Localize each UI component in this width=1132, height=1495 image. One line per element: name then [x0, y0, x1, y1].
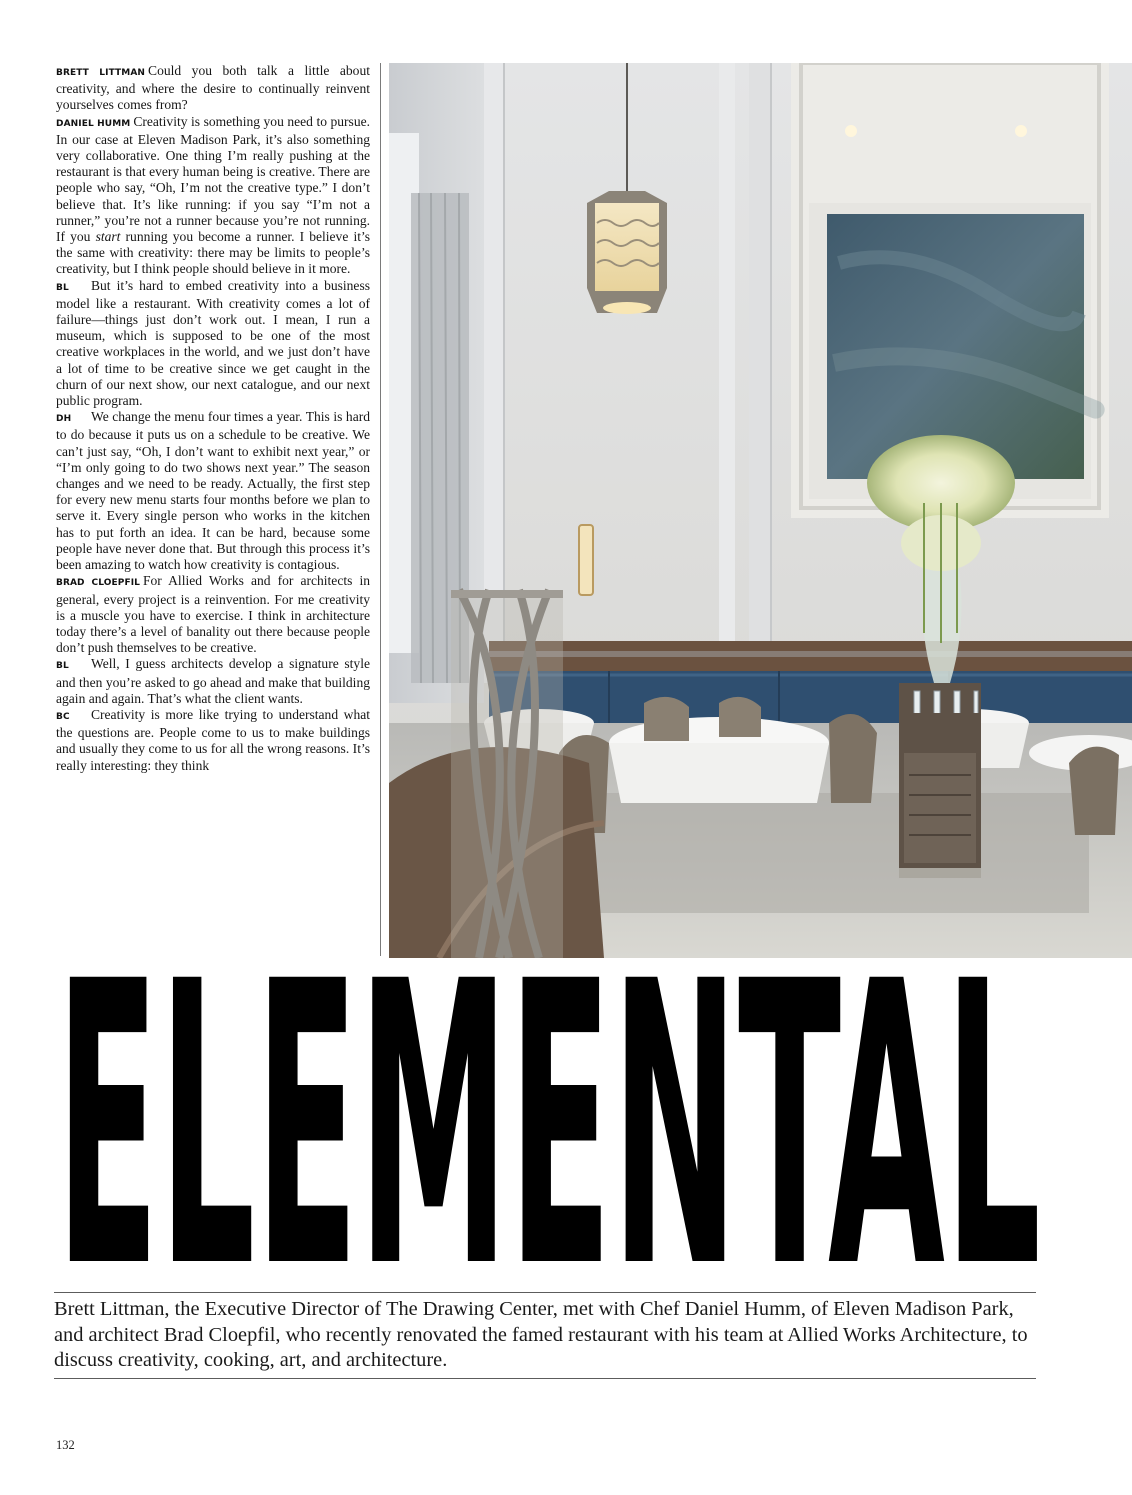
photo-ceiling-light [845, 125, 857, 137]
speaker-label: BRAD CLOEPFIL [56, 578, 140, 589]
speaker-label: BC [56, 711, 70, 722]
photo-banquette [489, 671, 1132, 723]
interview-text: We change the menu four times a year. This is hard to do because it puts us on a schedule to be creative. We can’t just say, “Oh, I don’t want to exhibit next year,” or “I’m only going to do two shows next year.” The season changes and we need to be ready. Actually, the first step for every new menu starts four months before we plan to serve it. Every single person who works in the kitchen has to put forth an idea. It can be hard, because some people have never done that. But through this process it’s been amazing to watch how creativity is contagious. [56, 409, 370, 573]
speaker-label: DANIEL HUMM [56, 118, 131, 129]
restaurant-photo [389, 63, 1132, 958]
column-rule [380, 63, 381, 956]
interview-emphasis: start [95, 229, 121, 245]
page-number: 132 [56, 1438, 75, 1452]
photo-chair [719, 697, 761, 737]
interview-text: Creativity is more like trying to understand what the questions are. People come to us to make buildings and usually they come to us for all the wrong reasons. It’s really interesting: they think [56, 706, 370, 773]
speaker-label: BL [56, 661, 69, 672]
interview-paragraph [56, 656, 370, 707]
interview-text: But it’s hard to embed creativity into a business model like a restaurant. With creativity comes a lot of failure—things just don’t work out. I mean, I run a museum, which is supposed to be one of the most creative workplaces in the world, and we just don’t have a lot of time to be creative since we get caught in the churn of our next show, our next catalogue, and our next public program. [56, 277, 370, 409]
interview-text: running you become a runner. I believe it’s the same with creativity: there may be limits to people’s creativity, but I think people should believe in it more. [56, 229, 370, 277]
speaker-label: BL [56, 282, 69, 293]
interview-text: Could you both talk a little about creativity, and where the desire to continually reinvent yourselves comes from? [56, 63, 370, 113]
interview-paragraph [56, 114, 370, 278]
photo-sconce [579, 525, 593, 595]
interview-text: Well, I guess architects develop a signature style and then you’re asked to go ahead and make that building again and again. That’s what the client wants. [56, 656, 370, 706]
interview-paragraph [56, 63, 370, 114]
speaker-label: BRETT LITTMAN [56, 68, 146, 78]
headline-text: ELEMENTAL [56, 975, 1041, 1267]
interview-paragraph [56, 409, 370, 573]
interview-text: Creativity is something you need to pursue. In our case at Eleven Madison Park, it’s also something very collaborative. One thing I’m really pushing at the restaurant is that every human being is creative. There are people who say, “Oh, I’m not the creative type.” I don’t believe that. It’s like running: if you say “I’m not a runner,” you’re not a runner because you’re not running. If you [56, 113, 370, 245]
photo-chair [1069, 747, 1119, 835]
speaker-label: DH [56, 414, 72, 425]
intro-text: Brett Littman, the Executive Director of The Drawing Center, met with Chef Daniel Humm, of Eleven Madison Park, and architect Brad Cloepfil, who recently renovated the famed restaurant with his team at Allied Works Architecture, to discuss creativity, cooking, art, and architecture. [54, 1298, 1028, 1371]
photo-ceiling-light [1015, 125, 1027, 137]
interview-paragraph [56, 573, 370, 656]
interview-paragraph [56, 278, 370, 410]
interview-paragraph [56, 707, 370, 774]
headline [56, 975, 1041, 1267]
photo-chair [829, 714, 877, 803]
interview-text: For Allied Works and for architects in general, every project is a reinvention. For me creativity is a muscle you have to exercise. I think in architecture today there’s a level of banality out there because people don’t push themselves to be creative. [56, 573, 370, 656]
intro-rule-top [54, 1292, 1036, 1293]
intro-rule-bottom [54, 1378, 1036, 1379]
photo-chair [644, 697, 689, 741]
interview-column [56, 63, 370, 956]
